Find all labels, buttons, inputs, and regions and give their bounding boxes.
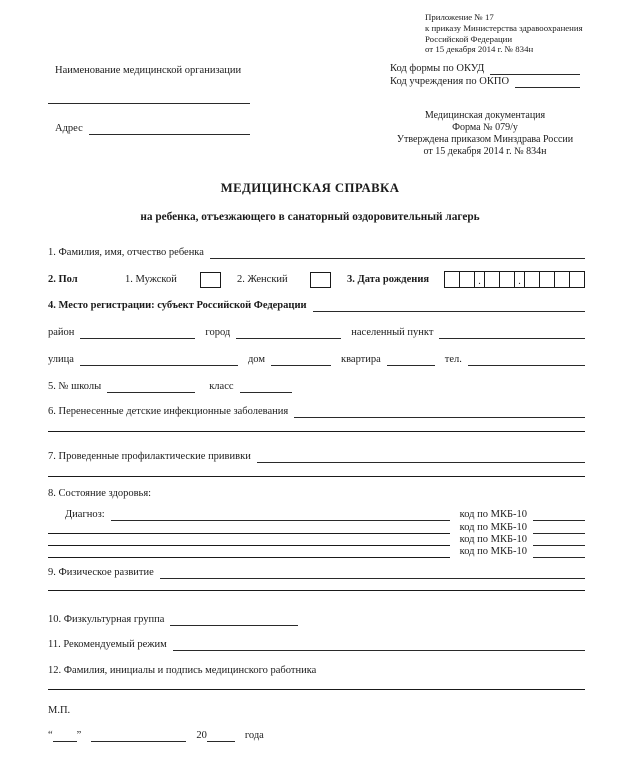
settlement-blank[interactable]	[439, 326, 585, 339]
icd-blank-1[interactable]	[533, 508, 585, 521]
diagnosis-row-4	[48, 545, 585, 558]
day-blank[interactable]	[53, 729, 77, 742]
field-2-3-row	[48, 271, 585, 289]
house-blank[interactable]	[271, 353, 331, 366]
birth-date-cell[interactable]	[539, 271, 555, 288]
settlement-label: населенный пункт	[351, 327, 434, 338]
birth-date-cell[interactable]	[569, 271, 585, 288]
icd-label: код по МКБ-10	[459, 509, 527, 520]
birth-date-cell[interactable]	[524, 271, 540, 288]
birth-date-cell[interactable]	[444, 271, 460, 288]
field-11-row	[48, 638, 585, 651]
house-label: дом	[247, 354, 265, 365]
field-1-name-row	[48, 246, 585, 259]
field-5-row	[48, 380, 292, 393]
diagnosis-blank-4[interactable]	[48, 545, 450, 558]
field-10-label: 10. Физкультурная группа	[48, 614, 165, 625]
year-blank[interactable]	[207, 729, 235, 742]
phone-blank[interactable]	[468, 353, 585, 366]
class-blank[interactable]	[240, 380, 292, 393]
field-7-blank[interactable]	[257, 450, 585, 463]
birth-date-input[interactable]	[445, 271, 585, 288]
field-4-subject-blank[interactable]	[313, 299, 585, 312]
icd-label: код по МКБ-10	[459, 534, 527, 545]
field-6-blank[interactable]	[294, 405, 585, 418]
year-suffix: года	[244, 730, 264, 741]
doc-block-line: Форма № 079/у	[452, 122, 518, 133]
field-9-row	[48, 566, 585, 579]
field-6-row	[48, 405, 585, 418]
org-name-label: Наименование медицинской организации	[55, 65, 242, 76]
field-12-label: 12. Фамилия, инициалы и подпись медицинского работника	[48, 665, 317, 676]
field-2-label: 2. Пол	[48, 274, 78, 285]
diagnosis-blank-1[interactable]	[111, 508, 450, 521]
field-1-blank[interactable]	[210, 246, 585, 259]
year-prefix: 20	[196, 730, 207, 741]
field-1-label: 1. Фамилия, имя, отчество ребенка	[48, 247, 204, 258]
class-label: класс	[209, 381, 234, 392]
appendix-line: от 15 декабря 2014 г. № 834н	[425, 44, 534, 55]
okpo-row	[390, 75, 580, 88]
birth-date-separator: .	[514, 271, 525, 288]
field-10-blank[interactable]	[170, 613, 298, 626]
birth-date-cell[interactable]	[554, 271, 570, 288]
birth-date-cell[interactable]	[499, 271, 515, 288]
phone-label: тел.	[444, 354, 462, 365]
field-12-blank-line[interactable]	[48, 689, 585, 690]
address-label: Адрес	[55, 123, 83, 134]
okpo-label: Код учреждения по ОКПО	[390, 76, 510, 87]
field-4-district-row	[48, 326, 585, 339]
field-4-street-row	[48, 353, 585, 366]
doc-block	[388, 110, 582, 158]
sex-female-checkbox[interactable]	[310, 272, 331, 288]
field-5-label: 5. № школы	[48, 381, 102, 392]
doc-block-line: от 15 декабря 2014 г. № 834н	[423, 146, 547, 157]
street-blank[interactable]	[80, 353, 238, 366]
okud-label: Код формы по ОКУД	[390, 63, 485, 74]
org-name-blank[interactable]	[48, 103, 250, 104]
sex-male-checkbox[interactable]	[200, 272, 221, 288]
sex-male-label: 1. Мужской	[125, 274, 177, 285]
diagnosis-label: Диагноз:	[65, 509, 105, 520]
birth-date-cell[interactable]	[484, 271, 500, 288]
city-label: город	[205, 327, 231, 338]
stamp-label: М.П.	[48, 705, 71, 716]
appendix-block	[425, 12, 615, 55]
city-blank[interactable]	[236, 326, 341, 339]
field-9-label: 9. Физическое развитие	[48, 567, 154, 578]
field-6-blank-line2[interactable]	[48, 431, 585, 432]
doc-block-line: Утверждена приказом Минздрава России	[396, 134, 574, 145]
okud-row	[390, 62, 580, 75]
district-label: район	[48, 327, 75, 338]
diagnosis-row-1	[65, 508, 585, 521]
form-title: МЕДИЦИНСКАЯ СПРАВКА	[220, 181, 400, 195]
okud-blank[interactable]	[490, 62, 580, 75]
form-subtitle: на ребенка, отъезжающего в санаторный оздоровительный лагерь	[140, 211, 480, 223]
field-7-blank-line2[interactable]	[48, 476, 585, 477]
field-4-label: 4. Место регистрации: субъект Российской Федерации	[48, 300, 307, 311]
school-number-blank[interactable]	[107, 380, 195, 393]
appendix-line: Российской Федерации	[425, 33, 513, 44]
icd-label: код по МКБ-10	[459, 522, 527, 533]
district-blank[interactable]	[80, 326, 195, 339]
okpo-blank[interactable]	[515, 75, 580, 88]
address-blank[interactable]	[89, 122, 250, 135]
field-8-label: 8. Состояние здоровья:	[48, 488, 152, 499]
birth-date-separator: .	[474, 271, 485, 288]
quote-open: “	[48, 730, 53, 741]
address-row	[55, 122, 250, 135]
field-9-blank[interactable]	[160, 566, 585, 579]
icd-label: код по МКБ-10	[459, 546, 527, 557]
appendix-line: Приложение № 17	[425, 12, 494, 22]
flat-blank[interactable]	[387, 353, 435, 366]
field-6-label: 6. Перенесенные детские инфекционные заболевания	[48, 406, 289, 417]
month-blank[interactable]	[91, 729, 186, 742]
field-4-row	[48, 299, 585, 312]
icd-blank-4[interactable]	[533, 545, 585, 558]
birth-date-cell[interactable]	[459, 271, 475, 288]
street-label: улица	[48, 354, 74, 365]
field-3-label: 3. Дата рождения	[347, 274, 430, 285]
flat-label: квартира	[340, 354, 381, 365]
field-7-label: 7. Проведенные профилактические прививки	[48, 451, 251, 462]
date-row	[48, 729, 264, 742]
field-11-blank[interactable]	[173, 638, 585, 651]
quote-close: ”	[76, 730, 82, 741]
sex-female-label: 2. Женский	[237, 274, 288, 285]
field-11-label: 11. Рекомендуемый режим	[48, 639, 167, 650]
field-7-row	[48, 450, 585, 463]
doc-block-line: Медицинская документация	[424, 110, 546, 121]
appendix-line: к приказу Министерства здравоохранения	[425, 22, 583, 33]
field-9-blank-line2[interactable]	[48, 590, 585, 591]
field-10-row	[48, 613, 298, 626]
